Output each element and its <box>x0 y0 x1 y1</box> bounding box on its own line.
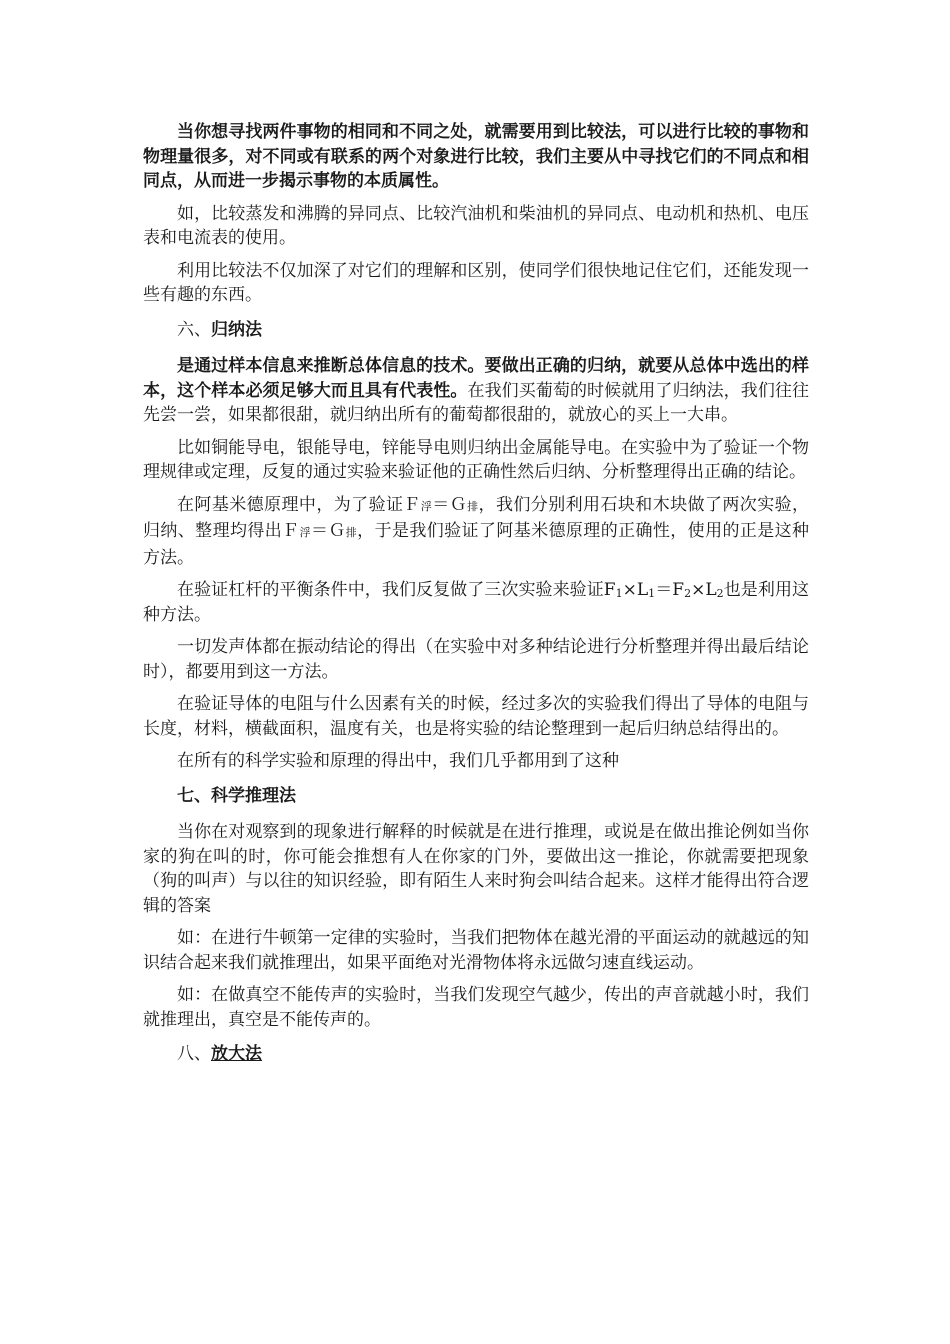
paragraph-all-experiments: 在所有的科学实验和原理的得出中，我们几乎都用到了这种 <box>177 751 619 771</box>
paragraph-newton-example: 如：在进行牛顿第一定律的实验时，当我们把物体在越光滑的平面运动的就越远的知识结合起来我们就推理出，如果平面绝对光滑物体将永远做匀速直线运动。 <box>143 928 809 973</box>
paragraph-comparison-examples: 如，比较蒸发和沸腾的异同点、比较汽油机和柴油机的异同点、电动机和热机、电压表和电流表的使用。 <box>143 203 809 248</box>
paragraph-resistance: 在验证导体的电阻与什么因素有关的时候，经过多次的实验我们得出了导体的电阻与长度，材料，横截面积，温度有关，也是将实验的结论整理到一起后归纳总结得出的。 <box>143 694 809 739</box>
document-body <box>143 120 809 1079</box>
section-heading-reasoning: 七、科学推理法 <box>177 785 296 806</box>
paragraph-archimedes: 在阿基米德原理中，为了验证Ｆ浮＝Ｇ排，我们分别利用石块和木块做了两次实验，归纳、整理均得出Ｆ浮＝Ｇ排，于是我们验证了阿基米德原理的正确性，使用的正是这种方法。 <box>143 494 810 568</box>
section-heading-amplification: 八、放大法 <box>177 1044 262 1064</box>
paragraph-comparison-benefit: 利用比较法不仅加深了对它们的理解和区别，使同学们很快地记住它们，还能发现一些有趣的东西。 <box>143 260 809 305</box>
paragraph-comparison-definition: 当你想寻找两件事物的相同和不同之处，就需要用到比较法，可以进行比较的事物和物理量很多，对不同或有联系的两个对象进行比较，我们主要从中寻找它们的不同点和相同点，从而进一步揭示事物的本质属性。 <box>143 122 809 191</box>
paragraph-induction-metals: 比如铜能导电，银能导电，锌能导电则归纳出金属能导电。在实验中为了验证一个物理规律或定理，反复的通过实验来验证他的正确性然后归纳、分析整理得出正确的结论。 <box>143 437 809 482</box>
paragraph-lever: 在验证杠杆的平衡条件中，我们反复做了三次实验来验证$F_1\times L_1=F_2\times L_2$也是利用这种方法。 <box>143 580 810 625</box>
section-heading-induction: 六、归纳法 <box>177 319 262 340</box>
paragraph-induction-definition: 是通过样本信息来推断总体信息的技术。要做出正确的归纳，就要从总体中选出的样本，这个样本必须足够大而且具有代表性。在我们买葡萄的时候就用了归纳法，我们往往先尝一尝，如果都很甜，就归纳出所有的葡萄都很甜的，就放心的买上一大串。 <box>143 356 809 425</box>
paragraph-sound-vibration: 一切发声体都在振动结论的得出（在实验中对多种结论进行分析整理并得出最后结论时），都要用到这一方法。 <box>143 637 809 682</box>
paragraph-vacuum-example: 如：在做真空不能传声的实验时，当我们发现空气越少，传出的声音就越小时，我们就推理出，真空是不能传声的。 <box>143 985 809 1030</box>
paragraph-reasoning-definition: 当你在对观察到的现象进行解释的时候就是在进行推理，或说是在做出推论例如当你家的狗在叫的时，你可能会推想有人在你家的门外，要做出这一推论，你就需要把现象（狗的叫声）与以往的知识经验，即有陌生人来时狗会叫结合起来。这样才能得出符合逻辑的答案 <box>143 822 809 916</box>
